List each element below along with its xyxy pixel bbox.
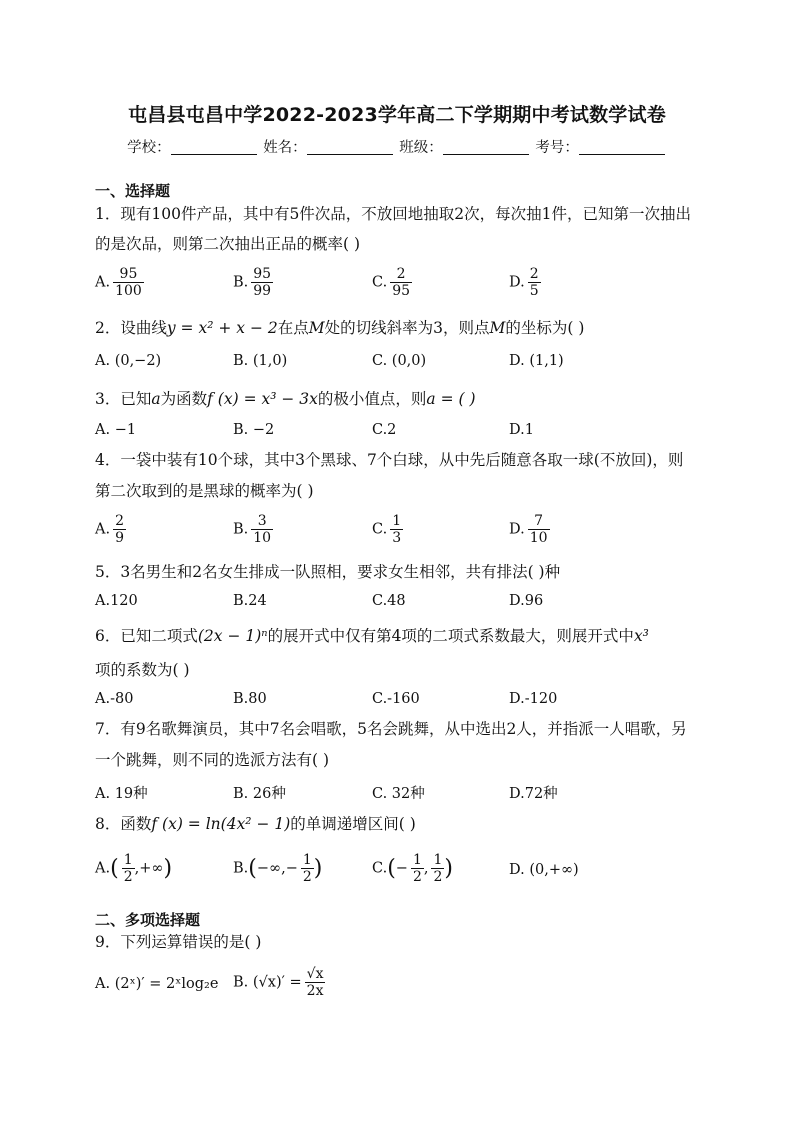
option-a[interactable]: A. (0,−2) bbox=[95, 353, 162, 369]
option-b[interactable]: B. $\frac{3}{10}$ bbox=[233, 513, 272, 547]
option-a[interactable]: A. $\frac{95}{100}$ bbox=[95, 266, 142, 300]
option-c[interactable]: C. $\frac{1}{3}$ bbox=[372, 513, 402, 547]
option-d[interactable]: D. (0,+∞) bbox=[509, 862, 579, 878]
question-5: 5．3名男生和2名女生排成一队照相，要求女生相邻，共有排法( )种 bbox=[95, 563, 561, 581]
option-b[interactable]: B. $\frac{95}{99}$ bbox=[233, 266, 272, 300]
section-heading-multi: 二、多项选择题 bbox=[95, 911, 201, 929]
option-d[interactable]: D. (1,1) bbox=[509, 353, 564, 369]
option-d[interactable]: D.96 bbox=[509, 593, 544, 609]
question-4-line2: 第二次取到的是黑球的概率为( ) bbox=[95, 482, 314, 500]
option-b[interactable]: B.80 bbox=[233, 691, 267, 707]
question-8: 8．函数f (x) = ln(4x² − 1)的单调递增区间( ) bbox=[95, 815, 416, 833]
option-c[interactable]: C.2 bbox=[372, 422, 397, 438]
question-1-line1: 1．现有100件产品，其中有5件次品，不放回地抽取2次，每次抽1件，已知第一次抽出 bbox=[95, 205, 692, 223]
option-a[interactable]: A. −1 bbox=[95, 422, 137, 438]
option-b[interactable]: B. (1,0) bbox=[233, 353, 288, 369]
option-c[interactable]: C. (0,0) bbox=[372, 353, 427, 369]
option-d[interactable]: D.1 bbox=[509, 422, 534, 438]
option-d[interactable]: D.-120 bbox=[509, 691, 558, 707]
option-a[interactable]: A. $\frac{2}{9}$ bbox=[95, 513, 125, 547]
question-2: 2．设曲线y = x² + x − 2在点M处的切线斜率为3，则点M的坐标为( ) bbox=[95, 319, 585, 337]
option-b[interactable]: B. 26种 bbox=[233, 786, 286, 802]
option-a[interactable]: A. 19种 bbox=[95, 786, 148, 802]
option-d[interactable]: D. $\frac{2}{5}$ bbox=[509, 266, 539, 300]
option-b[interactable]: B.24 bbox=[233, 593, 267, 609]
school-blank[interactable] bbox=[171, 140, 257, 155]
option-b[interactable]: B. −2 bbox=[233, 422, 275, 438]
question-6-line1: 6．已知二项式(2x − 1)ⁿ的展开式中仅有第4项的二项式系数最大，则展开式中x³ bbox=[95, 627, 649, 645]
option-a[interactable]: A.( $\frac{1}{2}$ ,+∞) bbox=[95, 852, 173, 886]
student-info-line bbox=[0, 136, 794, 157]
option-d[interactable]: D.72种 bbox=[509, 786, 558, 802]
option-c[interactable]: C. 32种 bbox=[372, 786, 425, 802]
option-c[interactable]: C. $\frac{2}{95}$ bbox=[372, 266, 411, 300]
question-1-line2: 的是次品，则第二次抽出正品的概率( ) bbox=[95, 235, 361, 253]
question-9: 9．下列运算错误的是( ) bbox=[95, 933, 262, 951]
page-title: 屯昌县屯昌中学2022-2023学年高二下学期期中考试数学试卷 bbox=[128, 104, 666, 126]
option-a[interactable]: A.120 bbox=[95, 593, 138, 609]
class-label: 班级： bbox=[399, 140, 443, 156]
name-blank[interactable] bbox=[307, 140, 393, 155]
option-c[interactable]: C.(− $\frac{1}{2}$ , $\frac{1}{2}$ ) bbox=[372, 852, 453, 886]
question-4-line1: 4．一袋中装有10个球，其中3个黑球、7个白球，从中先后随意各取一球(不放回)，则 bbox=[95, 451, 684, 469]
option-c[interactable]: C.-160 bbox=[372, 691, 420, 707]
option-d[interactable]: D. $\frac{7}{10}$ bbox=[509, 513, 548, 547]
option-a[interactable]: A. (2ˣ)′ = 2ˣlog₂e bbox=[95, 976, 219, 992]
question-6-line2: 项的系数为( ) bbox=[95, 661, 190, 679]
number-label: 考号： bbox=[535, 140, 579, 156]
option-c[interactable]: C.48 bbox=[372, 593, 406, 609]
name-label: 姓名： bbox=[263, 140, 307, 156]
school-label: 学校： bbox=[127, 140, 171, 156]
option-a[interactable]: A.-80 bbox=[95, 691, 134, 707]
question-3: 3．已知a为函数f (x) = x³ − 3x的极小值点，则a = ( ) bbox=[95, 390, 476, 408]
section-heading-choice: 一、选择题 bbox=[95, 182, 171, 200]
option-b[interactable]: B.(−∞,− $\frac{1}{2}$ ) bbox=[233, 852, 323, 886]
question-7-line2: 一个跳舞，则不同的选派方法有( ) bbox=[95, 751, 330, 769]
question-7-line1: 7．有9名歌舞演员，其中7名会唱歌，5名会跳舞，从中选出2人，并指派一人唱歌，另 bbox=[95, 720, 687, 738]
number-blank[interactable] bbox=[579, 140, 665, 155]
class-blank[interactable] bbox=[443, 140, 529, 155]
option-b[interactable]: B. (√x)′ = $\frac{√x}{2x}$ bbox=[233, 966, 324, 1000]
